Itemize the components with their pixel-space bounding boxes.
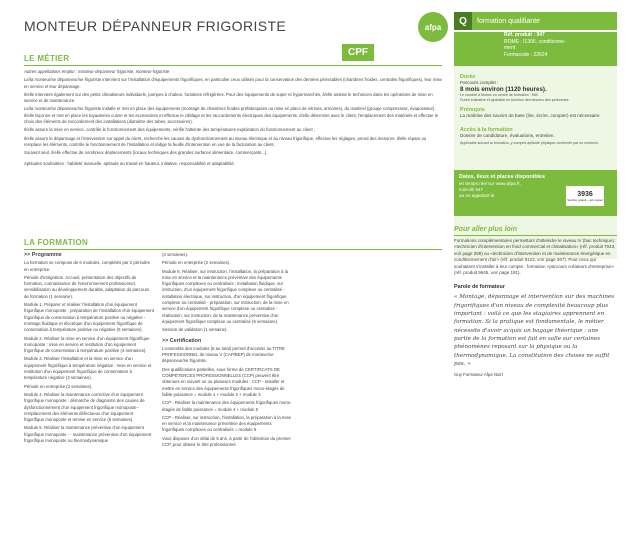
ref-block bbox=[454, 32, 617, 66]
ref-line: ROME : I1306, conditionne- bbox=[504, 38, 566, 45]
ref-line: Réf. produit : 947 bbox=[504, 32, 545, 38]
dates-line: ou en appelant le bbox=[459, 193, 495, 198]
dates-line[interactable]: en temps réel sur www.afpa.fr, bbox=[459, 181, 521, 186]
page-title: MONTEUR DÉPANNEUR FRIGORISTE bbox=[24, 18, 287, 34]
duree-note: Durée indicative et ajustable en fonction des besoins des personnes. bbox=[460, 98, 570, 102]
duree-heading: Durée bbox=[460, 74, 476, 80]
metier-rule bbox=[24, 65, 442, 66]
acces-text: Dossier de candidature, évaluations, entretien. bbox=[460, 133, 555, 138]
formation-rule bbox=[24, 249, 442, 250]
qualif-q-icon: Q bbox=[454, 12, 472, 30]
programme-item: Module 4. Réaliser la maintenance corrective d'un équipement frigorifique monoposte : démarche de diagnostic des causes de dysfonctionnement d'un équipement frigorifique monoposte - remplacement des éléments défectueux d'un équipement frigorifique monoposte et remise en service (5 semaines). bbox=[24, 391, 145, 423]
prereq-heading: Prérequis bbox=[460, 107, 485, 113]
programme-item: (3 semaines). bbox=[162, 252, 189, 257]
duree-note: Le nombre d'heures en centre de formation : 980 bbox=[460, 93, 538, 97]
metier-paragraph: Il/elle assure le dépannage et l'intervention sur appel du client, recherche les causes de dysfonctionnement au niveau électrique et au niveau frigorifique, effectue les réglages, prend des mesures. Il/elle répare ou remplace les éléments, contrôle le fonctionnement de l'installation et rédige la feuille d'intervention en vue de la facturation au client. bbox=[24, 135, 427, 147]
ref-line: ment bbox=[504, 45, 516, 52]
afpa-logo: afpa bbox=[418, 12, 448, 42]
acces-heading: Accès à la formation bbox=[460, 127, 513, 133]
certif-item: CCP - Réaliser, sur instruction, l'installation, la préparation à la mise en service et la maintenance préventive des équipements frigorifiques complexes ou centralisés = module 6 bbox=[162, 414, 291, 433]
formation-section bbox=[24, 238, 442, 253]
plus-rule bbox=[454, 235, 617, 236]
certif-heading: >> Certification bbox=[162, 337, 202, 344]
certif-item: CCP - Réaliser la maintenance des équipements frigorifiques mono-étagés de faible puissance = module 4 + module 5 bbox=[162, 400, 292, 412]
metier-title: LE MÉTIER bbox=[24, 54, 70, 63]
metier-autres: Autres appellations emploi : monteur-dépanneur frigoriste, monteur-frigoriste bbox=[24, 69, 170, 74]
certif-item: L'ensemble des modules (6 au total) permet d'accéder au TITRE PROFESSIONNEL de niveau V (CAP/BEP) de monteur/se dépanneur/se frigoriste. bbox=[162, 345, 285, 364]
metier-aptitudes: Aptitudes souhaitées : habileté manuelle, aptitude au travail en hauteur, initiative, responsabilité et adaptabilité. bbox=[24, 160, 235, 166]
prereq-text: La maîtrise des savoirs de base (lire, écrire, compter) est nécessaire. bbox=[460, 113, 601, 118]
dates-line: mot-clé 947 bbox=[459, 187, 484, 192]
plus-title: Pour aller plus loin bbox=[454, 226, 518, 233]
metier-paragraph: Le/la monteur/se dépanneur/se frigoriste intervient sur l'installation d'équipements frigorifiques, en particulier ceux utilisés pour la conservation des denrées périssables (chambres froides, centrales frigorifiques), leur mise en service et leur dépannage. bbox=[24, 77, 442, 89]
formation-col-1 bbox=[24, 252, 154, 446]
programme-item: Module 1. Préparer et réaliser l'installation d'un équipement frigorifique monoposte : préparation de l'installation d'un équipement frigorifique de conservation à température positive ou négative - montage fluidique et électrique d'un équipement frigorifique de conservation à température positive ou négative (5 semaines). bbox=[24, 302, 154, 333]
certif-item: Des qualifications partielles, sous forme de CERTIFICATS DE COMPÉTENCES PROFESSIONNELLES (CCP) peuvent être obtenues en suivant un ou plusieurs modules : CCP - Installer et mettre en service des équipements frigorifiques mono-étagés de faible puissance = module 1 + module 2 + module 3 bbox=[162, 366, 285, 397]
programme-heading: >> Programme bbox=[24, 252, 62, 258]
metier-paragraph: Le/la monteur/se dépanneur/se frigoriste installe et met en place des équipements (montage de chambres froides préfabriquées ou mise en place de vitrines, armoires), du matériel (groupe compresseur, évaporateur). Il/elle façonne et met en place les tuyauteries cuivre et les accessoires et effectue le câblage et les raccordements électriques des équipements. Il/elle détermine avec le client, l'emplacement des matériels et effectue le choix des éléments de raccordement des installations (diamètre des tubes, accessoires). bbox=[24, 106, 439, 125]
metier-paragraph: Il/elle intervient également sur des petits climatiseurs individuels, pompes à chaleur, fontaines réfrigérées. Pour des équipements de super et hypermarchés, il/elle assiste le technicien dans les opérations de mise en service et de maintenance. bbox=[24, 91, 433, 104]
formation-title: LA FORMATION bbox=[24, 238, 89, 247]
metier-text bbox=[24, 69, 442, 167]
programme-item: Module 5. Réaliser la maintenance préventive d'un équipement frigorifique monoposte : - maintenance préventive d'un équipement frigorifique monoposte ou thermodynamique bbox=[24, 425, 152, 444]
ref-line: Formacode : 22624 bbox=[504, 51, 548, 58]
acces-note: Applicable suivant la formation, y compris aptitude physique confirmée par un médecin. bbox=[460, 141, 599, 145]
plus-section bbox=[454, 226, 617, 378]
programme-item: Module 2. Réaliser la mise en service d'un équipement frigorifique monoposte : mise en service et restitution d'un équipement frigorifique de conservation à température positive (4 semaines). bbox=[24, 335, 150, 354]
cpf-badge: CPF bbox=[342, 44, 374, 61]
duree-line: Parcours complet : bbox=[460, 80, 499, 85]
programme-item: Période d'intégration. Accueil, présentation des objectifs de formation, connaissance de l'environnement professionnel, sensibilisation au développement durable, adaptation du parcours de formation (1 semaine). bbox=[24, 274, 150, 299]
metier-section bbox=[24, 54, 442, 169]
plus-text: Formations complémentaires permettant d'atteindre le niveau IV (bac technique) : «technicien d'intervention en froid commercial et climatisation» (réf. produit 7043, voir page 289) ou «technicien d'intervention et de maintenance énergétique en conditionnement d'air» (réf. produit 9123, voir page 267). Pour ceux qui souhaitent s'installer à leur compte : formation «parcours créateurs d'entreprise» (réf. produit 9645, voir page 181). bbox=[454, 238, 617, 276]
parole-heading: Parole de formateur bbox=[454, 284, 505, 291]
metier-paragraph: Il/elle assure la mise en service, contrôle le fonctionnement des équipements, vérifie l'atteinte des températures exploitation du fonctionnement au client ; bbox=[24, 127, 316, 133]
qualif-header bbox=[454, 12, 617, 30]
quote-author: Guy Formateur Afpa Niort bbox=[454, 372, 503, 378]
phone-value: 3936 bbox=[577, 190, 593, 198]
programme-item: Module 6. Réaliser, sur instruction, l'installation, la préparation à la mise en service et la maintenance préventive des équipements frigorifiques complexes ou centralisés : installation fluidique, sur instruction, d'un équipement frigorifique complexe ou centralisé - installation électrique, sur instruction, d'un équipement frigorifique complexe ou centralisé - préparation, sur instruction, de la mise en service d'un équipement frigorifique complexe ou centralisé - réalisation, sur instruction, de la maintenance préventive d'un équipement frigorifique complexe ou centralisé (6 semaines). bbox=[162, 268, 289, 324]
qualif-label: formation qualifiante bbox=[477, 17, 541, 25]
dates-title: Dates, lieux et places disponibles bbox=[459, 174, 545, 180]
programme-item: Session de validation (1 semaine). bbox=[162, 327, 228, 333]
programme-item: Période en entreprise (2 semaines). bbox=[162, 260, 231, 266]
programme-item: La formation se compose de 6 modules, complétés par 2 périodes en entreprise. bbox=[24, 260, 150, 272]
phone-sub: Service gratuit + prix appel bbox=[567, 197, 603, 202]
programme-item: Module 3. Réaliser l'installation et la mise en service d'un équipement frigorifique à température négative : mise en service et restitution d'un équipement frigorifique de conservation à température négative (3 semaines). bbox=[24, 356, 152, 381]
programme-item: Période en entreprise (2 semaines). bbox=[24, 383, 93, 389]
duree-value: 8 mois environ (1120 heures). bbox=[460, 86, 547, 93]
formateur-quote: « Montage, dépannage et intervention sur des machines frigorifiques d'un niveau de complexité beaucoup plus important : voilà ce que les stagiaires apprennent en formation. Si la pratique est fondamentale, le métier nécessite d'avoir acquis un bagage théorique : une partie de la formation est fait en salle sur certaines phénomènes reposant sur la physique ou la thermodynamique. La constitution des choses ne suffit pas. » bbox=[454, 294, 615, 367]
formation-col-2 bbox=[162, 252, 295, 450]
phone-number[interactable] bbox=[566, 186, 604, 206]
metier-paragraph: Souvent seul, il/elle effectue de nombreux déplacements (locaux techniques des grandes surfaces alimentaire, commerçants...). bbox=[24, 150, 268, 156]
certif-item: Vous disposez d'un délai de 5 ans, à partir de l'obtention du premier CCP, pour obtenir le titre professionnel. bbox=[162, 435, 291, 448]
